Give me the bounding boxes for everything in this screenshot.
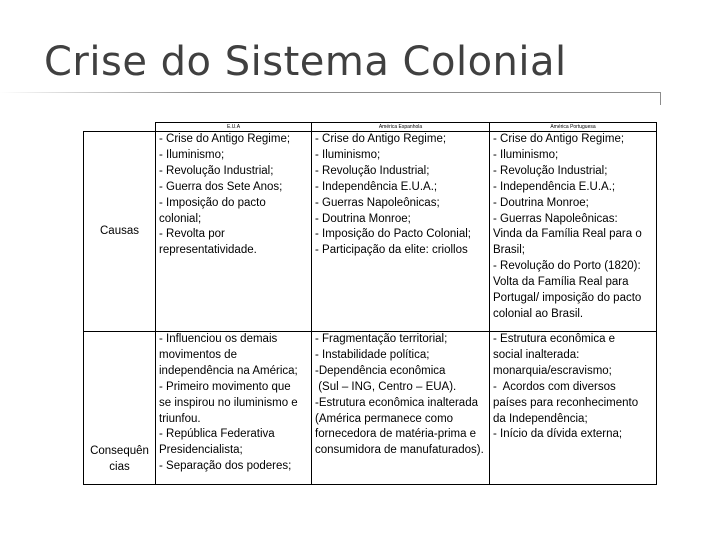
cell-line: fornecedora de matéria-prima e bbox=[315, 428, 477, 441]
cell-line: - Crise do Antigo Regime; bbox=[159, 133, 291, 145]
cell-line: - Estrutura econômica e bbox=[493, 333, 616, 345]
row-header-line: cias bbox=[109, 460, 130, 473]
cell-line: - Revolução do Porto (1820): bbox=[493, 260, 641, 273]
cell-line: - Início da dívida externa; bbox=[493, 428, 623, 441]
cell-line: países para reconhecimento bbox=[493, 396, 639, 409]
cell-line: - República Federativa bbox=[159, 428, 275, 441]
column-header-america-espanhola: América Espanhola bbox=[312, 123, 490, 132]
cell-line: - Guerras Napoleônicas; bbox=[315, 196, 440, 209]
cell-line: Brasil; bbox=[493, 244, 525, 257]
cell-line: - Imposição do pacto bbox=[159, 196, 266, 209]
cell-line: - Revolução Industrial; bbox=[493, 164, 608, 177]
cell-line: - Imposição do Pacto Colonial; bbox=[315, 228, 471, 241]
cell-line: - Guerras Napoleônicas: bbox=[493, 212, 618, 225]
column-header-america-portuguesa: América Portuguesa bbox=[490, 123, 657, 132]
cell-consequencias-eua bbox=[156, 332, 312, 485]
cell-line: da Independência; bbox=[493, 412, 588, 425]
row-header-line: Consequên bbox=[90, 445, 149, 457]
cell-line: - Doutrina Monroe; bbox=[315, 212, 411, 225]
cell-line: colonial; bbox=[159, 212, 202, 225]
cell-line: representatividade. bbox=[159, 244, 257, 257]
cell-line: social inalterada: bbox=[493, 348, 580, 361]
slide-title: Crise do Sistema Colonial bbox=[44, 39, 567, 85]
column-header-eua: E.U.A bbox=[156, 123, 312, 132]
row-header-consequencias bbox=[84, 332, 156, 485]
cell-line: - Fragmentação territorial; bbox=[315, 333, 448, 345]
comparison-table bbox=[83, 122, 657, 485]
cell-line: - Doutrina Monroe; bbox=[493, 196, 589, 209]
cell-causas-america-espanhola bbox=[312, 132, 490, 332]
cell-line: - Iluminismo; bbox=[493, 148, 559, 161]
cell-consequencias-america-espanhola bbox=[312, 332, 490, 485]
cell-causas-america-portuguesa bbox=[490, 132, 657, 332]
cell-line: Presidencialista; bbox=[159, 444, 243, 457]
cell-line: -Dependência econômica bbox=[315, 364, 446, 377]
cell-line: - Guerra dos Sete Anos; bbox=[159, 180, 283, 193]
cell-line: - Primeiro movimento que bbox=[159, 380, 291, 393]
cell-line: - Instabilidade política; bbox=[315, 348, 430, 361]
cell-line: - Revolução Industrial; bbox=[159, 164, 274, 177]
cell-line: - Independência E.U.A.; bbox=[315, 180, 438, 193]
cell-line: -Estrutura econômica inalterada bbox=[315, 396, 478, 409]
cell-line: - Influenciou os demais bbox=[159, 333, 278, 345]
header-row bbox=[84, 123, 657, 132]
cell-line: colonial ao Brasil. bbox=[493, 307, 584, 320]
cell-line: - Iluminismo; bbox=[315, 148, 381, 161]
cell-line: Vinda da Família Real para o bbox=[493, 228, 642, 241]
cell-line: - Revolução Industrial; bbox=[315, 164, 430, 177]
cell-line: - Crise do Antigo Regime; bbox=[493, 133, 625, 145]
cell-line: independência na América; bbox=[159, 364, 298, 377]
cell-causas-eua bbox=[156, 132, 312, 332]
cell-line: triunfou. bbox=[159, 412, 201, 425]
table-row-consequencias bbox=[84, 332, 657, 485]
table-row-causas bbox=[84, 132, 657, 332]
cell-line: consumidora de manufaturados). bbox=[315, 444, 484, 457]
cell-line: Portugal/ imposição do pacto bbox=[493, 292, 642, 305]
cell-line: - Iluminismo; bbox=[159, 148, 225, 161]
cell-line: (Sul – ING, Centro – EUA). bbox=[315, 380, 457, 393]
row-header-causas: Causas bbox=[84, 132, 156, 332]
cell-line: - Independência E.U.A.; bbox=[493, 180, 616, 193]
corner-cell bbox=[84, 123, 156, 132]
cell-consequencias-america-portuguesa bbox=[490, 332, 657, 485]
cell-line: movimentos de bbox=[159, 348, 237, 361]
cell-line: - Participação da elite: criollos bbox=[315, 244, 468, 257]
cell-line: Volta da Família Real para bbox=[493, 276, 629, 289]
cell-line: (América permanece como bbox=[315, 412, 454, 425]
cell-line: se inspirou no iluminismo e bbox=[159, 396, 298, 409]
cell-line: - Crise do Antigo Regime; bbox=[315, 133, 447, 145]
cell-line: - Separação dos poderes; bbox=[159, 460, 292, 473]
cell-line: monarquia/escravismo; bbox=[493, 364, 612, 377]
cell-line: - Acordos com diversos bbox=[493, 380, 616, 393]
cell-line: - Revolta por bbox=[159, 228, 225, 241]
